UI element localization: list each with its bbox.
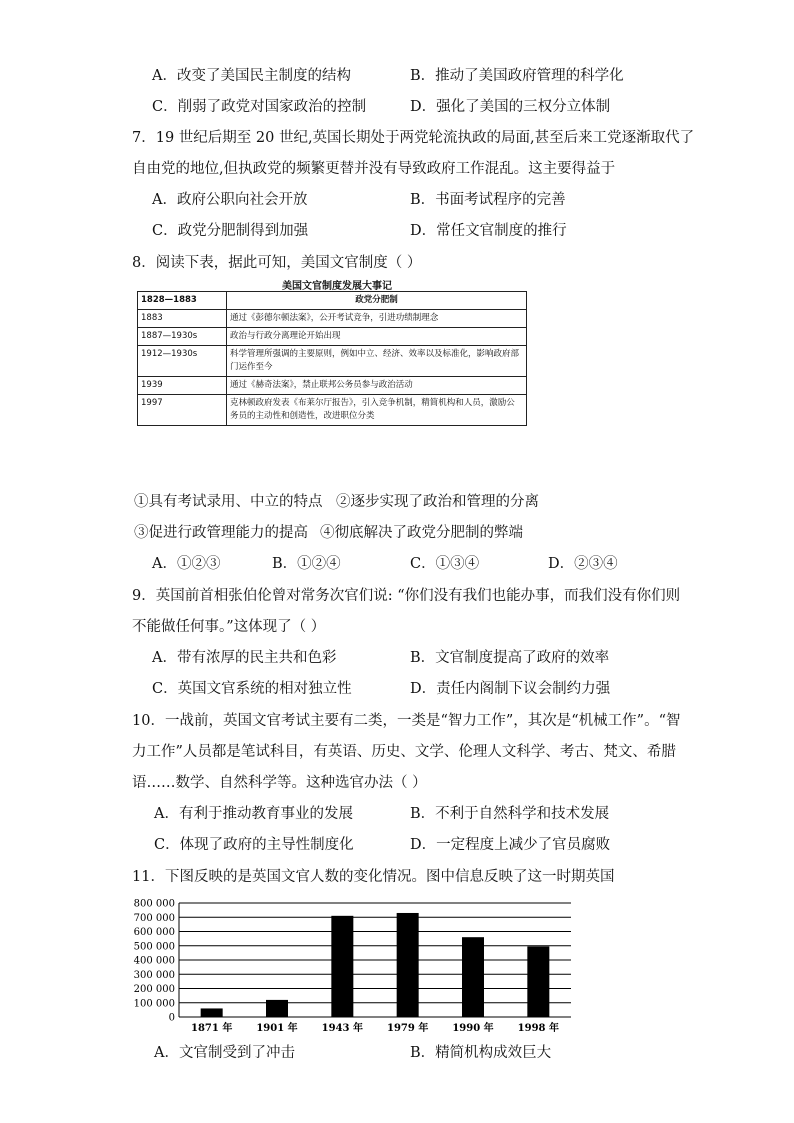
q11-option-b: B．精简机构成效巨大 xyxy=(410,1045,552,1061)
q8-item-3: ③促进行政管理能力的提高 xyxy=(134,525,308,541)
q8-table-title: 美国文官制度发展大事记 xyxy=(282,281,392,292)
x-tick-label: 1979 年 xyxy=(387,1023,429,1034)
q9-option-b: B．文官制度提高了政府的效率 xyxy=(410,650,610,666)
table-cell-year: 1883 xyxy=(138,310,227,328)
y-tick-label: 500 000 xyxy=(133,941,175,953)
q7-option-d: D．常任文官制度的推行 xyxy=(410,223,567,239)
table-row xyxy=(138,395,527,426)
civil-servants-bar-chart xyxy=(105,895,585,1035)
q8-option-b: B．①②④ xyxy=(272,556,341,572)
q8-option-c: C．①③④ xyxy=(410,556,480,572)
q10-stem-line2: 力工作”人员都是笔试科目，有英语、历史、文学、伦理人文科学、考古、梵文、希腊 xyxy=(132,744,676,760)
q9-stem-line1: 9．英国前首相张伯伦曾对常务次官们说: “你们没有我们也能办事，而我们没有你们则 xyxy=(132,588,681,604)
q6-option-d: D．强化了美国的三权分立体制 xyxy=(410,99,611,115)
table-row xyxy=(138,292,527,310)
q11-stem: 11．下图反映的是英国文官人数的变化情况。图中信息反映了这一时期英国 xyxy=(132,869,615,885)
y-tick-label: 100 000 xyxy=(133,998,175,1010)
q9-option-c: C．英国文官系统的相对独立性 xyxy=(152,681,352,697)
bar xyxy=(397,913,419,1017)
q7-stem-line1: 7．19 世纪后期至 20 世纪,英国长期处于两党轮流执政的局面,甚至后来工党逐渐取代了 xyxy=(132,130,695,146)
table-cell-event: 政治与行政分离理论开始出现 xyxy=(227,328,527,346)
y-tick-label: 800 000 xyxy=(133,898,175,910)
table-row xyxy=(138,328,527,346)
x-tick-label: 1990 年 xyxy=(452,1023,494,1034)
q8-option-a: A．①②③ xyxy=(152,556,221,572)
q8-events-table xyxy=(137,291,527,426)
q10-option-b: B．不利于自然科学和技术发展 xyxy=(410,806,610,822)
y-tick-label: 0 xyxy=(168,1012,175,1024)
q7-stem-line2: 自由党的地位,但执政党的频繁更替并没有导致政府工作混乱。这主要得益于 xyxy=(132,161,616,177)
x-tick-label: 1943 年 xyxy=(321,1023,363,1034)
y-tick-label: 200 000 xyxy=(133,984,175,995)
x-tick-label: 1901 年 xyxy=(256,1023,298,1034)
q8-item-2: ②逐步实现了政治和管理的分离 xyxy=(336,494,539,510)
q7-option-c: C．政党分肥制得到加强 xyxy=(152,223,309,239)
q10-stem-line1: 10．一战前，英国文官考试主要有二类，一类是“智力工作”，其次是“机械工作”。“智 xyxy=(132,713,681,729)
table-cell-event: 科学管理所强调的主要原则，例如中立、经济、效率以及标准化，影响政府部门运作至今 xyxy=(227,346,527,377)
table-row xyxy=(138,310,527,328)
bar xyxy=(462,937,484,1017)
table-cell-year: 1939 xyxy=(138,377,227,395)
q10-option-a: A．有利于推动教育事业的发展 xyxy=(154,806,353,822)
q10-option-c: C．体现了政府的主导性制度化 xyxy=(154,837,354,853)
table-row xyxy=(138,377,527,395)
q7-option-a: A．政府公职向社会开放 xyxy=(152,192,308,208)
bar xyxy=(331,916,353,1017)
y-tick-label: 700 000 xyxy=(133,912,175,924)
x-tick-label: 1871 年 xyxy=(191,1023,233,1034)
q7-option-b: B．书面考试程序的完善 xyxy=(410,192,566,208)
q8-stem: 8．阅读下表，据此可知，美国文官制度（ ） xyxy=(132,255,422,271)
q8-item-1: ①具有考试录用、中立的特点 xyxy=(134,494,323,510)
q11-option-a: A．文官制受到了冲击 xyxy=(154,1045,295,1061)
bar xyxy=(527,946,549,1017)
table-cell-year: 1887—1930s xyxy=(138,328,227,346)
q10-option-d: D．一定程度上减少了官员腐败 xyxy=(410,837,611,853)
q8-item-4: ④彻底解决了政党分肥制的弊端 xyxy=(320,525,523,541)
q6-option-b: B．推动了美国政府管理的科学化 xyxy=(410,68,624,84)
table-cell-event: 通过《彭德尔顿法案》，公开考试竞争，引进功绩制理念 xyxy=(227,310,527,328)
q10-stem-line3: 语……数学、自然科学等。这种选官办法（ ） xyxy=(132,775,427,791)
q9-option-a: A．带有浓厚的民主共和色彩 xyxy=(152,650,337,666)
y-tick-label: 300 000 xyxy=(133,969,175,981)
q8-option-d: D．②③④ xyxy=(548,556,618,572)
y-tick-label: 600 000 xyxy=(133,927,175,938)
table-cell-year: 1912—1930s xyxy=(138,346,227,377)
q6-option-a: A．改变了美国民主制度的结构 xyxy=(152,68,351,84)
q6-option-c: C．削弱了政党对国家政治的控制 xyxy=(152,99,367,115)
table-cell-event: 克林顿政府发表《布莱尔厅报告》，引入竞争机制，精简机构和人员，激励公务员的主动性和创造性，改进职位分类 xyxy=(227,395,527,426)
y-tick-label: 400 000 xyxy=(133,955,175,967)
bar xyxy=(266,1000,288,1017)
table-cell-year: 1828—1883 xyxy=(138,292,227,310)
x-tick-label: 1998 年 xyxy=(517,1023,559,1034)
table-row xyxy=(138,346,527,377)
q9-option-d: D．责任内阁制下议会制约力强 xyxy=(410,681,611,697)
q9-stem-line2: 不能做任何事。”这体现了（ ） xyxy=(132,619,326,635)
table-cell-event: 通过《赫奇法案》，禁止联邦公务员参与政治活动 xyxy=(227,377,527,395)
table-cell-event: 政党分肥制 xyxy=(227,292,527,310)
table-cell-year: 1997 xyxy=(138,395,227,426)
bar xyxy=(201,1008,223,1017)
